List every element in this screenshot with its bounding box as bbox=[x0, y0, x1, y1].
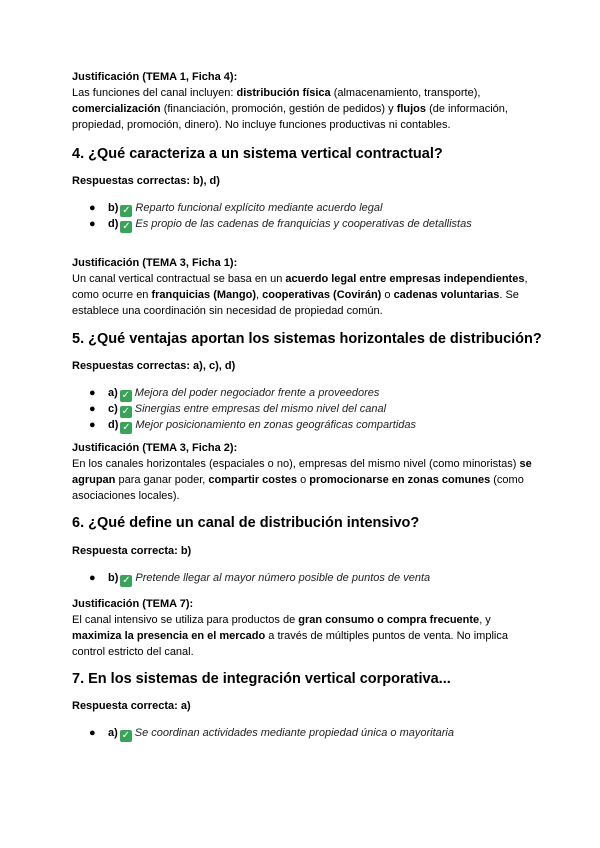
check-icon: ✓ bbox=[122, 422, 131, 433]
justification-title: Justificación (TEMA 3, Ficha 2): bbox=[72, 442, 238, 454]
answer-list bbox=[72, 386, 540, 434]
correct-answers-label: Respuestas correctas: b), d) bbox=[72, 175, 220, 187]
check-icon: ✓ bbox=[121, 730, 130, 741]
answer-item: ● c) ✓ Sinergias entre empresas del mismo nivel del canal bbox=[89, 403, 387, 417]
answer-list bbox=[72, 201, 540, 233]
check-icon: ✓ bbox=[122, 205, 131, 216]
question-4-answers bbox=[72, 174, 540, 233]
justification-title: Justificación (TEMA 1, Ficha 4): bbox=[72, 71, 238, 83]
question-7 bbox=[72, 670, 540, 688]
answer-item: ● d) ✓ Mejor posicionamiento en zonas geográficas compartidas bbox=[89, 419, 417, 433]
answer-list bbox=[72, 726, 540, 742]
bullet-icon: ● bbox=[89, 403, 96, 415]
question-title: 7. En los sistemas de integración vertical corporativa... bbox=[72, 671, 451, 687]
answer-item: ● a) ✓ Mejora del poder negociador frente a proveedores bbox=[89, 387, 380, 401]
correct-answers-label: Respuesta correcta: a) bbox=[72, 700, 191, 712]
check-icon: ✓ bbox=[121, 390, 130, 401]
question-6 bbox=[72, 514, 540, 532]
correct-answers-label: Respuestas correctas: a), c), d) bbox=[72, 360, 236, 372]
check-icon: ✓ bbox=[122, 221, 131, 232]
answer-item: ● d) ✓ Es propio de las cadenas de franquicias y cooperativas de detallistas bbox=[89, 218, 472, 232]
justification-text: En los canales horizontales (espaciales o no), empresas del mismo nivel (como minoristas) se agrupan para ganar poder, compartir costes o promocionarse en zonas comunes (como asociaciones locales). bbox=[72, 458, 532, 502]
question-4 bbox=[72, 145, 540, 163]
justification-text: El canal intensivo se utiliza para productos de gran consumo o compra frecuente, y maximiza la presencia en el mercado a través de múltiples puntos de venta. No implica control estricto del canal. bbox=[72, 614, 508, 658]
justification-tema7 bbox=[72, 597, 540, 660]
bullet-icon: ● bbox=[89, 727, 96, 739]
question-title: 4. ¿Qué caracteriza a un sistema vertical contractual? bbox=[72, 146, 443, 162]
justification-tema1 bbox=[72, 70, 540, 133]
check-icon: ✓ bbox=[122, 575, 131, 586]
bullet-icon: ● bbox=[89, 419, 96, 431]
justification-tema3-ficha2 bbox=[72, 441, 540, 504]
bullet-icon: ● bbox=[89, 202, 96, 214]
question-5 bbox=[72, 330, 540, 348]
bullet-icon: ● bbox=[89, 387, 96, 399]
justification-text: Las funciones del canal incluyen: distribución física (almacenamiento, transporte), comercialización (financiación, promoción, gestión de pedidos) y flujos (de información, propiedad, promoción, dinero). No incluye funciones productivas ni contables. bbox=[72, 87, 508, 131]
answer-list bbox=[72, 571, 540, 587]
question-6-answers bbox=[72, 544, 540, 587]
justification-title: Justificación (TEMA 7): bbox=[72, 598, 194, 610]
justification-tema3-ficha1 bbox=[72, 256, 540, 319]
question-5-answers bbox=[72, 359, 540, 434]
correct-answers-label: Respuesta correcta: b) bbox=[72, 545, 192, 557]
answer-item: ● b) ✓ Reparto funcional explícito mediante acuerdo legal bbox=[89, 202, 383, 216]
question-7-answers bbox=[72, 699, 540, 742]
answer-item: ● b) ✓ Pretende llegar al mayor número posible de puntos de venta bbox=[89, 572, 431, 586]
justification-title: Justificación (TEMA 3, Ficha 1): bbox=[72, 257, 238, 269]
question-title: 6. ¿Qué define un canal de distribución intensivo? bbox=[72, 515, 420, 531]
justification-text: Un canal vertical contractual se basa en un acuerdo legal entre empresas independientes, como ocurre en franquicias (Mango), cooperativas (Covirán) o cadenas voluntarias. Se establece una coordinación sin necesidad de propiedad común. bbox=[72, 273, 528, 317]
bullet-icon: ● bbox=[89, 218, 96, 230]
bullet-icon: ● bbox=[89, 572, 96, 584]
answer-item: ● a) ✓ Se coordinan actividades mediante propiedad única o mayoritaria bbox=[89, 727, 454, 741]
question-title: 5. ¿Qué ventajas aportan los sistemas horizontales de distribución? bbox=[72, 331, 542, 347]
check-icon: ✓ bbox=[121, 406, 130, 417]
